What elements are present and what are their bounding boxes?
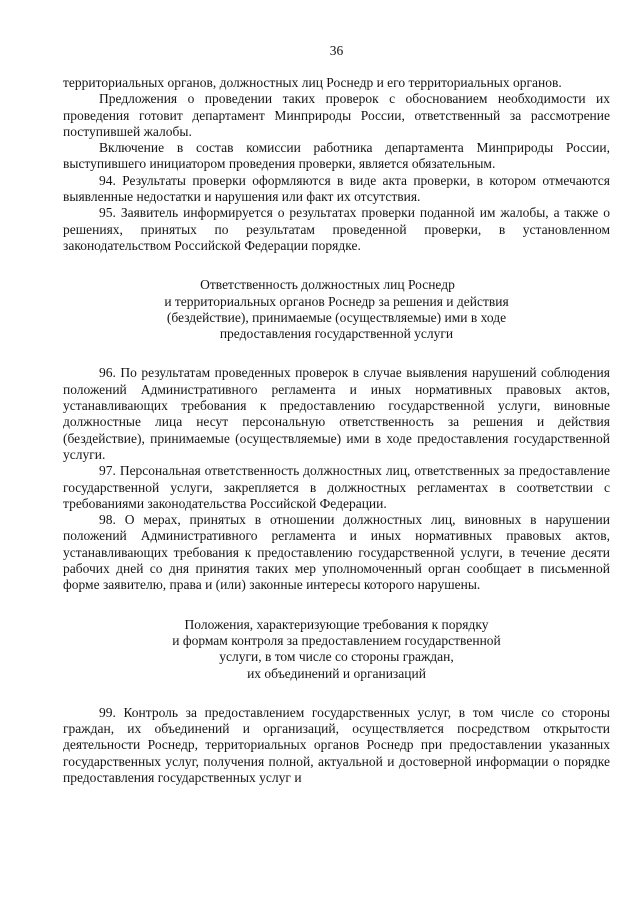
paragraph-97: 97. Персональная ответственность должностных лиц, ответственных за предоставление государственной услуги, закрепляется в должностных регламентах в соответствии с требованиями законодательства Российской Федерации. bbox=[63, 463, 610, 511]
heading-line: Положения, характеризующие требования к порядку bbox=[184, 616, 489, 632]
section-heading-control bbox=[63, 617, 610, 682]
paragraph-commission: Включение в состав комиссии работника департамента Минприроды России, выступившего инициатором проведения проверки, является обязательным. bbox=[63, 140, 610, 172]
page-number: 36 bbox=[329, 43, 344, 58]
heading-line: Ответственность должностных лиц Роснедр bbox=[200, 277, 455, 293]
paragraph-99: 99. Контроль за предоставлением государственных услуг, в том числе со стороны граждан, их объединений и организаций, осуществляется посредством открытости деятельности Роснедр, территориальных органов Роснедр при предоставлении указанных государственных услуг, получения полной, актуальной и достоверной информации о порядке предоставления государственных услуг и bbox=[63, 704, 610, 785]
paragraph-98: 98. О мерах, принятых в отношении должностных лиц, виновных в нарушении положений Административного регламента и иных нормативных правовых актов, устанавливающих требования к предоставлению государственной услуги, в течение десяти рабочих дней со дня принятия таких мер уполномоченный орган сообщает в письменной форме заявителю, права и (или) законные интересы которого нарушены. bbox=[63, 512, 610, 593]
paragraph-continuation: территориальных органов, должностных лиц Роснедр и его территориальных органов. bbox=[63, 75, 562, 90]
paragraph-proposals: Предложения о проведении таких проверок с обоснованием необходимости их проведения готовит департамент Минприроды России, ответственный за рассмотрение поступившей жалобы. bbox=[63, 91, 610, 139]
heading-line: и территориальных органов Роснедр за решения и действия bbox=[164, 293, 509, 309]
section-heading-responsibility bbox=[63, 277, 610, 342]
paragraph-96: 96. По результатам проведенных проверок в случае выявления нарушений соблюдения положений Административного регламента и иных нормативных правовых актов, устанавливающих требования к предоставлению государственной услуги, виновные должностные лица несут персональную ответственность за решения и действия (бездействие), принимаемые (осуществляемые) ими в ходе предоставления государственной услуги. bbox=[63, 365, 610, 462]
heading-line: их объединений и организаций bbox=[247, 665, 426, 681]
heading-line: и формам контроля за предоставлением государственной bbox=[172, 632, 501, 648]
paragraph-94: 94. Результаты проверки оформляются в виде акта проверки, в котором отмечаются выявленные недостатки и нарушения или факт их отсутствия. bbox=[63, 172, 610, 205]
heading-line: услуги, в том числе со стороны граждан, bbox=[219, 649, 454, 665]
heading-line: предоставления государственной услуги bbox=[219, 326, 454, 342]
heading-line: (бездействие), принимаемые (осуществляемые) ими в ходе bbox=[166, 309, 507, 325]
paragraph-95: 95. Заявитель информируется о результатах проверки поданной им жалобы, а также о решениях, принятых по результатам проведенной проверки, в установленном законодательством Российской Федерации порядке. bbox=[63, 205, 610, 253]
